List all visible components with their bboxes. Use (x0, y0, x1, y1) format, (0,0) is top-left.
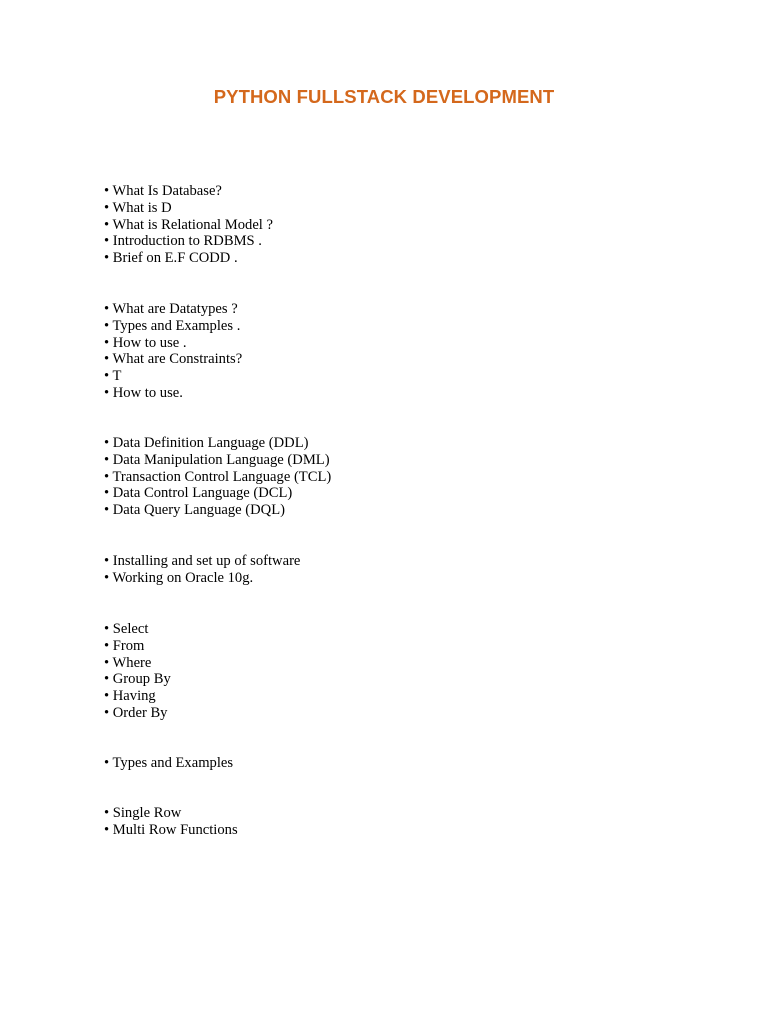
bullet-item (104, 469, 331, 486)
bullet-item (104, 638, 171, 655)
bullet-glyph: • (104, 671, 110, 688)
bullet-text: Brief on E.F CODD . (112, 250, 238, 267)
bullet-item (104, 385, 242, 402)
bullet-item (104, 183, 273, 200)
bullet-glyph: • (104, 637, 110, 654)
bullet-item (104, 435, 331, 452)
bullet-item (104, 553, 300, 570)
bullet-text: What Is Database? (112, 183, 222, 199)
bullet-item (104, 688, 171, 705)
bullet-item (104, 335, 242, 352)
bullet-text: Introduction to RDBMS . (112, 233, 262, 250)
bullet-section (104, 435, 331, 519)
bullet-glyph: • (104, 435, 110, 451)
bullet-text: What are Datatypes ? (112, 301, 238, 317)
bullet-glyph: • (104, 183, 110, 199)
bullet-glyph: • (104, 569, 110, 586)
bullet-glyph: • (104, 317, 110, 334)
bullet-text: Data Query Language (DQL) (112, 502, 285, 519)
bullet-item (104, 655, 171, 672)
bullet-glyph: • (104, 704, 110, 721)
bullet-item (104, 671, 171, 688)
page-title: PYTHON FULLSTACK DEVELOPMENT (213, 86, 555, 107)
bullet-glyph: • (104, 334, 110, 351)
bullet-item (104, 200, 273, 217)
bullet-text: Group By (112, 671, 171, 688)
bullet-section (104, 301, 242, 402)
bullet-item (104, 705, 171, 722)
bullet-item (104, 452, 331, 469)
bullet-glyph: • (104, 821, 110, 838)
bullet-text: Types and Examples . (112, 317, 241, 334)
bullet-item (104, 368, 242, 385)
bullet-text: Select (112, 621, 149, 637)
bullet-item (104, 250, 273, 267)
bullet-glyph: • (104, 621, 110, 637)
bullet-glyph: • (104, 250, 110, 267)
bullet-text: Data Manipulation Language (DML) (112, 451, 330, 468)
bullet-section (104, 805, 238, 839)
bullet-glyph: • (104, 384, 110, 401)
bullet-item (104, 822, 238, 839)
bullet-glyph: • (104, 485, 110, 502)
bullet-item (104, 485, 331, 502)
bullet-section (104, 621, 171, 722)
bullet-glyph: • (104, 553, 110, 569)
bullet-item (104, 233, 273, 250)
bullet-item (104, 318, 242, 335)
bullet-text: T (112, 368, 122, 385)
bullet-text: Transaction Control Language (TCL) (112, 468, 332, 485)
bullet-text: What are Constraints? (112, 351, 243, 368)
bullet-text: Having (112, 688, 156, 705)
bullet-text: How to use. (112, 384, 183, 401)
bullet-text: What is Relational Model ? (112, 216, 273, 233)
bullet-glyph: • (104, 468, 110, 485)
bullet-glyph: • (104, 301, 110, 317)
bullet-text: Order By (112, 704, 168, 721)
bullet-glyph: • (104, 233, 110, 250)
bullet-item (104, 755, 233, 772)
bullet-text: Data Control Language (DCL) (112, 485, 293, 502)
bullet-item (104, 217, 273, 234)
bullet-glyph: • (104, 755, 110, 771)
bullet-item (104, 502, 331, 519)
bullet-text: Installing and set up of software (112, 553, 301, 569)
bullet-glyph: • (104, 502, 110, 519)
bullet-text: What is D (112, 199, 172, 216)
bullet-glyph: • (104, 368, 110, 385)
bullet-section (104, 755, 233, 772)
bullet-glyph: • (104, 199, 110, 216)
bullet-glyph: • (104, 688, 110, 705)
bullet-item (104, 805, 238, 822)
bullet-item (104, 621, 171, 638)
bullet-text: Types and Examples (112, 755, 234, 771)
bullet-section (104, 553, 300, 587)
bullet-glyph: • (104, 216, 110, 233)
bullet-glyph: • (104, 805, 110, 821)
bullet-glyph: • (104, 451, 110, 468)
bullet-text: Where (112, 654, 152, 671)
bullet-text: Single Row (112, 805, 182, 821)
bullet-glyph: • (104, 351, 110, 368)
bullet-item (104, 570, 300, 587)
bullet-item (104, 351, 242, 368)
bullet-text: How to use . (112, 334, 187, 351)
bullet-item (104, 301, 242, 318)
bullet-section (104, 183, 273, 267)
bullet-glyph: • (104, 654, 110, 671)
bullet-text: Data Definition Language (DDL) (112, 435, 309, 451)
bullet-text: From (112, 637, 145, 654)
bullet-text: Multi Row Functions (112, 821, 238, 838)
bullet-text: Working on Oracle 10g. (112, 569, 254, 586)
